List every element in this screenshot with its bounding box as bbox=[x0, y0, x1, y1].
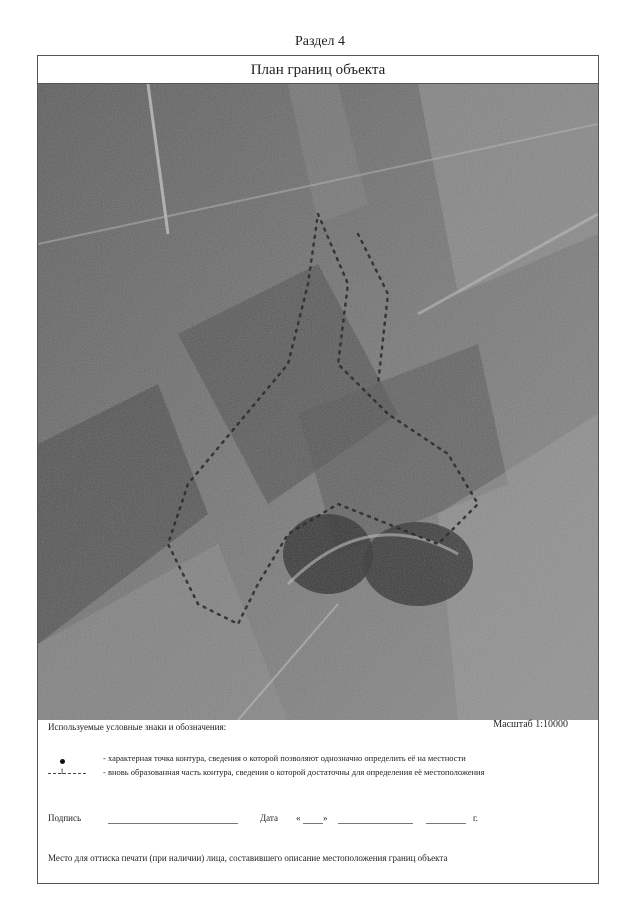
dashed-line-symbol bbox=[48, 773, 86, 774]
plan-frame bbox=[37, 55, 599, 884]
plan-title: План границ объекта bbox=[38, 56, 598, 84]
legend-heading: Используемые условные знаки и обозначения: bbox=[48, 722, 227, 732]
aerial-photo-image bbox=[38, 84, 598, 720]
dashed-line-icon bbox=[48, 773, 86, 774]
legend-item-text: - вновь образованная часть контура, сведения о которой достаточны для определения её местоположения bbox=[103, 767, 485, 777]
stamp-instruction: Место для оттиска печати (при наличии) лица, составившего описание местоположения границ объекта bbox=[48, 853, 448, 863]
year-field[interactable] bbox=[426, 813, 466, 824]
quote-close: » bbox=[323, 813, 328, 823]
map-scale: Масштаб 1:10000 bbox=[493, 719, 568, 730]
legend-item-text: - характерная точка контура, сведения о которой позволяют однозначно определить её на местности bbox=[103, 753, 466, 763]
year-suffix: г. bbox=[473, 813, 478, 823]
aerial-map bbox=[38, 84, 598, 720]
signature-label: Подпись bbox=[48, 813, 82, 823]
day-field[interactable] bbox=[303, 813, 323, 824]
date-label: Дата bbox=[260, 813, 278, 823]
point-number: 1 bbox=[60, 767, 64, 776]
signature-field[interactable] bbox=[108, 813, 238, 824]
dot-icon bbox=[60, 759, 65, 764]
section-header: Раздел 4 bbox=[294, 34, 346, 49]
quote-open: « bbox=[296, 813, 301, 823]
month-field[interactable] bbox=[338, 813, 413, 824]
